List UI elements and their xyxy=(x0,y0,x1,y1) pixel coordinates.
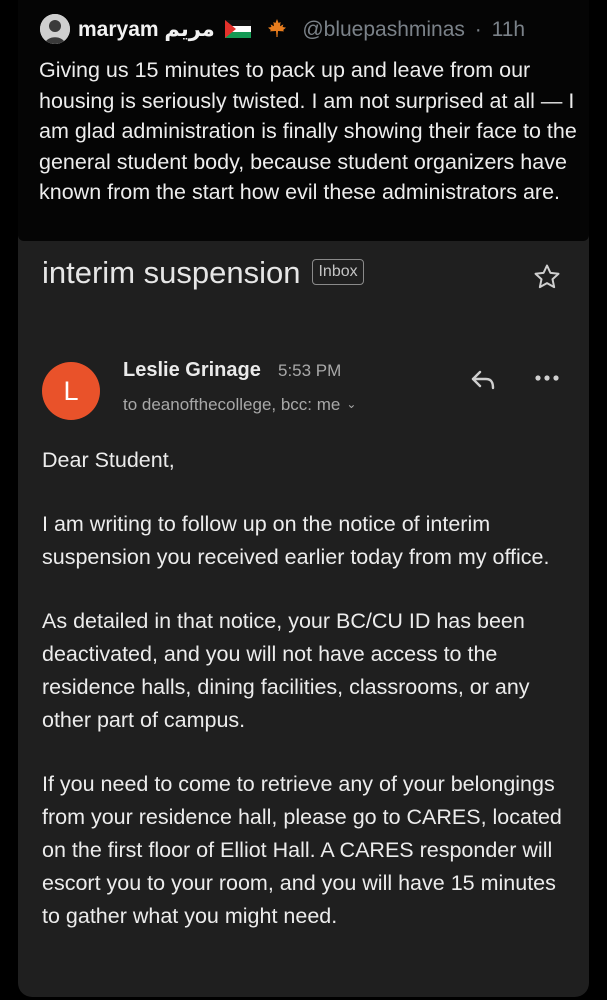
reply-icon[interactable] xyxy=(467,364,499,396)
subject-line-2 xyxy=(42,248,512,298)
inbox-label-chip[interactable]: Inbox xyxy=(312,259,363,285)
email-view xyxy=(18,178,589,997)
sender-avatar[interactable]: L xyxy=(42,362,100,420)
tweet-handle[interactable]: @bluepashminas xyxy=(302,18,465,41)
sent-time: 5:53 PM xyxy=(278,361,342,380)
maple-leaf-icon xyxy=(267,18,287,38)
sender-name: Leslie Grinage xyxy=(123,359,261,381)
email-paragraph-3: If you need to come to retrieve any of your belongings from your residence hall, please go to CARES, located on the first floor of Elliot Hall. A CARES responder will escort you to your room, and you will have 15 minutes to gather what you might need. xyxy=(42,772,562,928)
more-options-icon[interactable] xyxy=(533,368,561,388)
tweet-header xyxy=(78,16,525,44)
tweet-separator: · xyxy=(474,18,482,41)
recipients-text: to deanofthecollege, bcc: me xyxy=(123,395,341,414)
tweet-time[interactable]: 11h xyxy=(491,18,526,41)
email-body xyxy=(42,444,577,933)
tweet-display-name[interactable]: maryam مريم xyxy=(78,18,215,41)
email-paragraph-1: I am writing to follow up on the notice of interim suspension you received earlier today from my office. xyxy=(42,512,550,569)
tweet xyxy=(18,0,589,241)
email-paragraph-2: As detailed in that notice, your BC/CU ID has been deactivated, and you will not have access to the residence halls, dining facilities, classrooms, or any other part of campus. xyxy=(42,609,530,732)
recipients-toggle[interactable] xyxy=(123,395,356,415)
chevron-down-icon: ⌄ xyxy=(346,397,357,411)
email-greeting: Dear Student, xyxy=(42,448,175,472)
subject-text: interim suspension xyxy=(42,255,301,290)
tweet-avatar[interactable] xyxy=(40,14,70,44)
star-icon[interactable] xyxy=(532,262,562,292)
tweet-text: Giving us 15 minutes to pack up and leave from our housing is seriously twisted. I am not surprised at all — I am glad administration is finally showing their face to the general student body, because student organizers have known from the start how evil these administrators are. xyxy=(39,58,577,204)
profile-photo-icon xyxy=(40,14,70,44)
palestine-flag-icon xyxy=(225,20,251,38)
